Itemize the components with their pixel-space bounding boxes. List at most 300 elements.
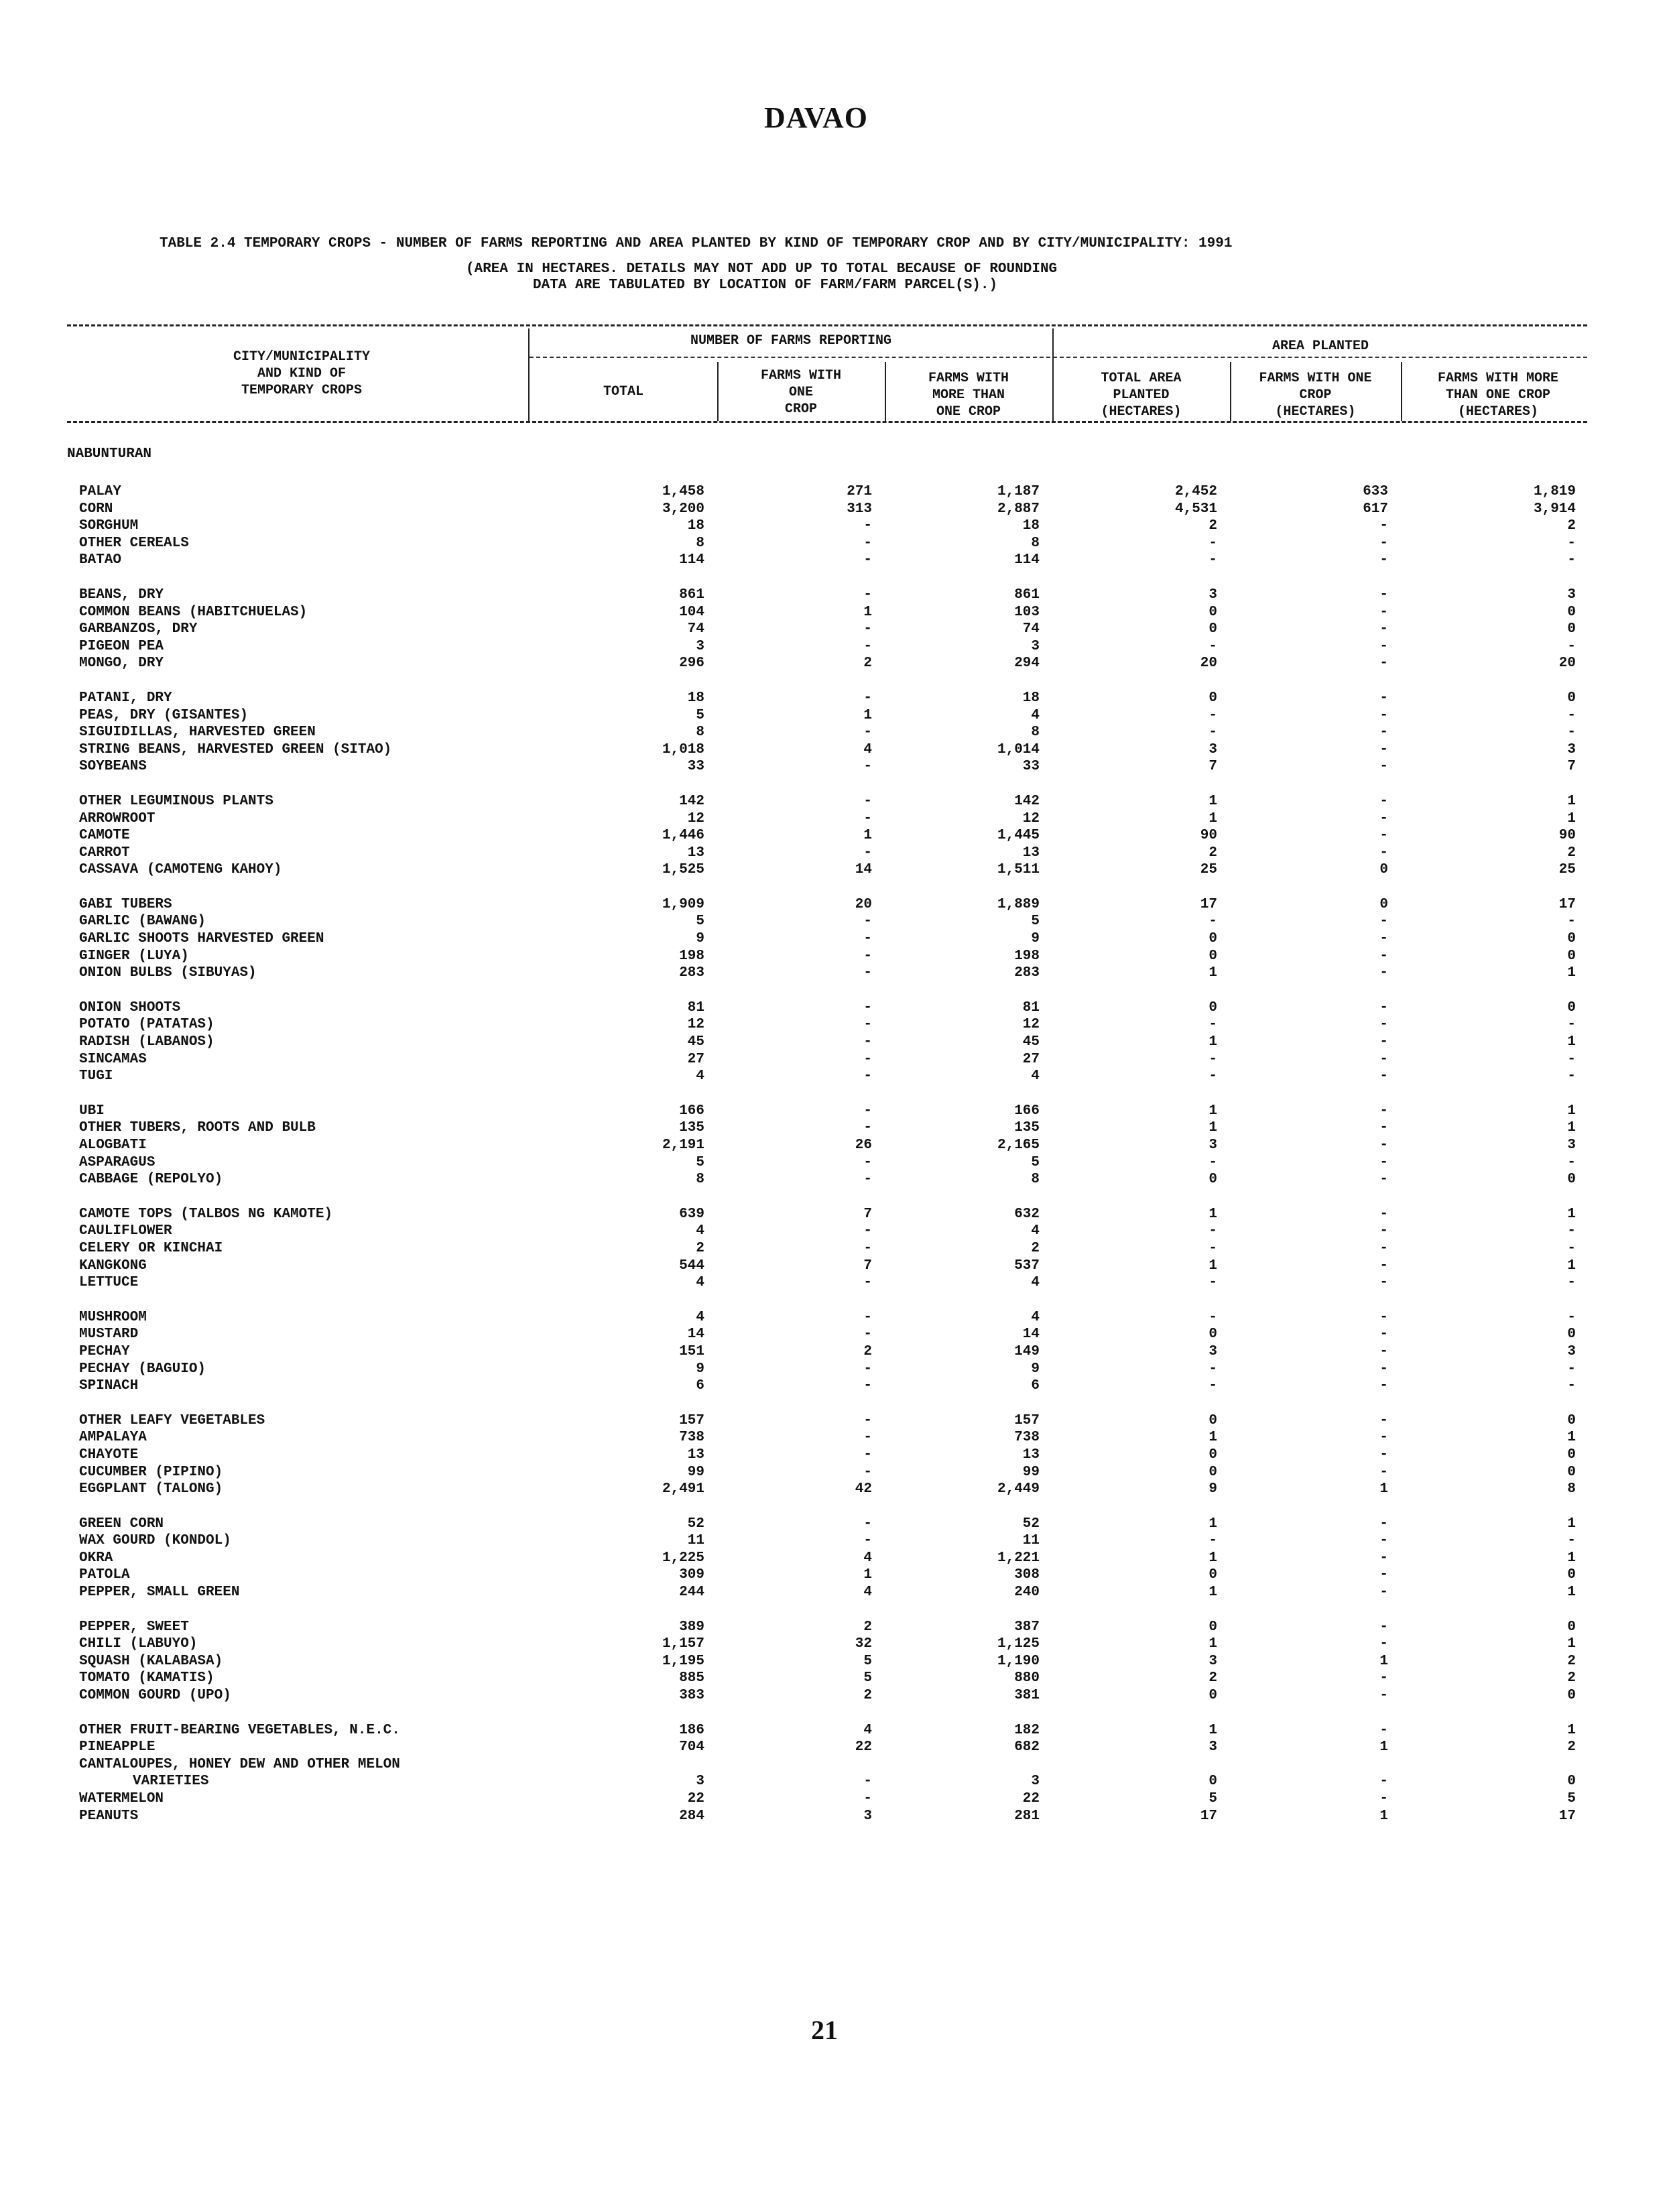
crop-name: PECHAY (BAGUIO) [79, 1361, 206, 1377]
area-one-crop-cell: 1 [1379, 1808, 1388, 1824]
farms-more-crop-cell: 8 [1031, 535, 1040, 551]
area-more-crop-cell: 0 [1567, 999, 1576, 1016]
table-row [0, 1000, 1673, 1018]
farms-one-crop-cell: - [863, 1533, 872, 1549]
total-area-cell: - [1209, 552, 1217, 568]
area-one-crop-cell: - [1379, 914, 1388, 930]
total-farms-cell: 3,200 [662, 501, 704, 517]
stub-header: CITY/MUNICIPALITY AND KIND OF TEMPORARY CROPS [233, 349, 371, 398]
farms-more-crop-cell: 27 [1022, 1051, 1040, 1067]
total-area-cell: 4,531 [1174, 501, 1217, 517]
crop-name: PATOLA [79, 1567, 130, 1583]
farms-one-crop-cell: - [863, 1378, 872, 1394]
crop-name: SPINACH [79, 1378, 139, 1394]
total-farms-cell: 3 [696, 638, 704, 654]
area-more-crop-cell: - [1567, 1240, 1576, 1256]
farms-one-crop-cell: - [863, 1068, 872, 1085]
crop-name: SORGHUM [79, 518, 139, 534]
area-one-crop-cell: - [1379, 1172, 1388, 1188]
farms-one-crop-cell: - [863, 810, 872, 826]
table-row [0, 1258, 1673, 1276]
total-area-cell: 2 [1209, 845, 1217, 861]
farms-one-crop-cell: - [863, 1464, 872, 1480]
total-area-cell: 1 [1209, 1034, 1217, 1050]
farms-more-crop-cell: 240 [1014, 1585, 1040, 1601]
area-more-crop-cell: 20 [1558, 656, 1576, 672]
area-more-crop-cell: 25 [1558, 862, 1576, 878]
total-area-cell: - [1209, 1378, 1217, 1394]
farms-more-crop-cell: 135 [1014, 1120, 1040, 1136]
farms-one-crop-cell: - [863, 535, 872, 551]
farms-one-crop-cell: - [863, 1412, 872, 1428]
area-one-crop-cell: - [1379, 707, 1388, 723]
total-area-cell: 0 [1209, 931, 1217, 947]
crop-name: CABBAGE (REPOLYO) [79, 1172, 223, 1188]
col-divider-2 [885, 362, 886, 421]
total-farms-cell: 12 [687, 1017, 704, 1033]
area-more-crop-cell: 0 [1567, 621, 1576, 637]
table-row [0, 1636, 1673, 1654]
area-one-crop-cell: - [1379, 1103, 1388, 1119]
area-one-crop-cell: - [1379, 810, 1388, 826]
table-row [0, 1585, 1673, 1602]
crop-name: POTATO (PATATAS) [79, 1017, 214, 1033]
farms-one-crop-cell: - [863, 1103, 872, 1119]
total-farms-cell: 186 [679, 1722, 704, 1738]
crop-name: CANTALOUPES, HONEY DEW AND OTHER MELON [79, 1756, 400, 1772]
farms-one-crop-cell: 4 [863, 741, 872, 757]
total-area-cell: 3 [1209, 1739, 1217, 1756]
total-farms-cell: 639 [679, 1206, 704, 1222]
farms-more-crop-cell: 13 [1022, 845, 1040, 861]
total-farms-cell: 1,458 [662, 484, 704, 499]
farms-one-crop-cell: 271 [847, 484, 872, 499]
table-row [0, 621, 1673, 639]
farms-one-crop-cell: 22 [855, 1739, 872, 1756]
area-one-crop-cell: - [1379, 587, 1388, 603]
farms-more-crop-cell: 308 [1014, 1567, 1040, 1583]
crop-name: CASSAVA (CAMOTENG KAHOY) [79, 862, 282, 878]
crop-name: ONION SHOOTS [79, 999, 181, 1016]
area-one-crop-cell: - [1379, 1516, 1388, 1532]
area-more-crop-cell: - [1567, 707, 1576, 723]
group-header-area: AREA PLANTED [1272, 339, 1369, 354]
farms-more-crop-cell: 8 [1031, 725, 1040, 741]
crop-name: COMMON BEANS (HABITCHUELAS) [79, 604, 308, 620]
crop-name: MUSTARD [79, 1327, 139, 1343]
crop-group [0, 484, 1673, 570]
farms-more-crop-cell: 13 [1022, 1447, 1040, 1463]
stub-divider [528, 328, 530, 421]
total-area-cell: 7 [1209, 759, 1217, 775]
total-area-cell: - [1209, 535, 1217, 551]
area-more-crop-cell: - [1567, 1378, 1576, 1394]
farms-more-crop-cell: 14 [1022, 1327, 1040, 1343]
total-farms-cell: 1,157 [662, 1636, 704, 1652]
total-farms-cell: 81 [687, 999, 704, 1016]
total-area-cell: 1 [1209, 1430, 1217, 1446]
crop-name: GABI TUBERS [79, 896, 172, 912]
area-more-crop-cell: 3 [1567, 1343, 1576, 1359]
farms-one-crop-cell: - [863, 1051, 872, 1067]
col-divider-1 [717, 362, 719, 421]
area-more-crop-cell: 3 [1567, 587, 1576, 603]
crop-name: OTHER CEREALS [79, 535, 189, 551]
table-row [0, 965, 1673, 983]
farms-more-crop-cell: 294 [1014, 656, 1040, 672]
area-one-crop-cell: - [1379, 1017, 1388, 1033]
farms-more-crop-cell: 1,511 [997, 862, 1040, 878]
area-more-crop-cell: 1 [1567, 965, 1576, 981]
total-area-cell: 3 [1209, 587, 1217, 603]
farms-more-crop-cell: 18 [1022, 518, 1040, 534]
crop-name: PINEAPPLE [79, 1739, 156, 1756]
table-row [0, 1378, 1673, 1396]
table-row [0, 518, 1673, 536]
farms-more-crop-cell: 283 [1014, 965, 1040, 981]
crop-group [0, 1413, 1673, 1499]
col-header-total-area: TOTAL AREA PLANTED (HECTARES) [1101, 371, 1182, 420]
crop-name: CAMOTE TOPS (TALBOS NG KAMOTE) [79, 1206, 333, 1222]
col-header-area-one-crop: FARMS WITH ONE CROP (HECTARES) [1259, 371, 1372, 420]
area-more-crop-cell: - [1567, 1154, 1576, 1170]
area-one-crop-cell: - [1379, 1275, 1388, 1291]
table-row [0, 759, 1673, 776]
farms-one-crop-cell: 7 [863, 1206, 872, 1222]
total-farms-cell: 33 [687, 759, 704, 775]
farms-more-crop-cell: 1,889 [997, 896, 1040, 912]
total-area-cell: 0 [1209, 1172, 1217, 1188]
farms-one-crop-cell: - [863, 1120, 872, 1136]
farms-one-crop-cell: 4 [863, 1722, 872, 1738]
area-one-crop-cell: - [1379, 1447, 1388, 1463]
crop-name: MUSHROOM [79, 1309, 147, 1325]
total-farms-cell: 389 [679, 1619, 704, 1635]
total-farms-cell: 4 [696, 1309, 704, 1325]
crop-name: STRING BEANS, HARVESTED GREEN (SITAO) [79, 741, 392, 757]
total-farms-cell: 114 [679, 552, 704, 568]
farms-more-crop-cell: 8 [1031, 1172, 1040, 1188]
area-one-crop-cell: - [1379, 759, 1388, 775]
farms-one-crop-cell: 4 [863, 1585, 872, 1601]
crop-name: PEPPER, SMALL GREEN [79, 1585, 240, 1601]
farms-more-crop-cell: 198 [1014, 948, 1040, 964]
crop-name: SQUASH (KALABASA) [79, 1653, 223, 1669]
group-divider [1052, 328, 1054, 421]
farms-more-crop-cell: 1,125 [997, 1636, 1040, 1652]
area-one-crop-cell: - [1379, 1120, 1388, 1136]
total-area-cell: 0 [1209, 1447, 1217, 1463]
table-row [0, 862, 1673, 879]
total-farms-cell: 18 [687, 518, 704, 534]
area-more-crop-cell: 0 [1567, 604, 1576, 620]
table-row [0, 639, 1673, 656]
crop-name: UBI [79, 1103, 105, 1119]
farms-more-crop-cell: 281 [1014, 1808, 1040, 1824]
total-area-cell: 0 [1209, 604, 1217, 620]
area-one-crop-cell: - [1379, 1138, 1388, 1153]
area-one-crop-cell: 1 [1379, 1653, 1388, 1669]
total-farms-cell: 9 [696, 931, 704, 947]
crop-name: SOYBEANS [79, 759, 147, 775]
table-row [0, 1155, 1673, 1172]
total-farms-cell: 244 [679, 1585, 704, 1601]
area-more-crop-cell: - [1567, 638, 1576, 654]
area-one-crop-cell: - [1379, 1670, 1388, 1686]
farms-more-crop-cell: 166 [1014, 1103, 1040, 1119]
total-farms-cell: 22 [687, 1791, 704, 1806]
table-top-rule [67, 324, 1587, 326]
crop-name: OTHER TUBERS, ROOTS AND BULB [79, 1120, 316, 1136]
area-one-crop-cell: - [1379, 1722, 1388, 1738]
total-area-cell: 2 [1209, 1670, 1217, 1686]
area-one-crop-cell: - [1379, 1430, 1388, 1446]
table-row [0, 1723, 1673, 1740]
table-row [0, 1757, 1673, 1774]
area-more-crop-cell: - [1567, 535, 1576, 551]
crop-name: AMPALAYA [79, 1430, 147, 1446]
area-more-crop-cell: 5 [1567, 1791, 1576, 1806]
farms-more-crop-cell: 1,187 [997, 484, 1040, 499]
area-more-crop-cell: 3 [1567, 741, 1576, 757]
farms-more-crop-cell: 22 [1022, 1791, 1040, 1806]
col-header-farms-one-crop: FARMS WITH ONE CROP [760, 368, 842, 417]
total-area-cell: - [1209, 1240, 1217, 1256]
farms-one-crop-cell: - [863, 1516, 872, 1532]
total-farms-cell: 157 [679, 1412, 704, 1428]
total-farms-cell: 8 [696, 535, 704, 551]
farms-one-crop-cell: - [863, 1240, 872, 1256]
area-one-crop-cell: 617 [1363, 501, 1388, 517]
total-area-cell: 0 [1209, 1327, 1217, 1343]
farms-more-crop-cell: 4 [1031, 1068, 1040, 1085]
total-area-cell: - [1209, 1017, 1217, 1033]
farms-more-crop-cell: 11 [1022, 1533, 1040, 1549]
farms-more-crop-cell: 1,190 [997, 1653, 1040, 1669]
total-farms-cell: 1,195 [662, 1653, 704, 1669]
farms-more-crop-cell: 1,445 [997, 828, 1040, 844]
farms-one-crop-cell: 313 [847, 501, 872, 517]
farms-one-crop-cell: - [863, 965, 872, 981]
farms-more-crop-cell: 12 [1022, 1017, 1040, 1033]
table-row [0, 1430, 1673, 1447]
area-one-crop-cell: - [1379, 1068, 1388, 1085]
total-area-cell: 2,452 [1174, 484, 1217, 499]
farms-one-crop-cell: - [863, 759, 872, 775]
area-more-crop-cell: 2 [1567, 1670, 1576, 1686]
area-one-crop-cell: 0 [1379, 862, 1388, 878]
total-farms-cell: 151 [679, 1343, 704, 1359]
group-header-farms: NUMBER OF FARMS REPORTING [690, 333, 892, 349]
total-area-cell: 3 [1209, 1138, 1217, 1153]
farms-one-crop-cell: - [863, 1223, 872, 1239]
area-more-crop-cell: 0 [1567, 948, 1576, 964]
area-more-crop-cell: 1 [1567, 1516, 1576, 1532]
area-more-crop-cell: - [1567, 552, 1576, 568]
table-row [0, 897, 1673, 914]
crop-name: CARROT [79, 845, 130, 861]
area-more-crop-cell: 1 [1567, 1550, 1576, 1566]
crop-group [0, 1516, 1673, 1602]
area-more-crop-cell: 2 [1567, 1739, 1576, 1756]
crop-group [0, 794, 1673, 879]
area-more-crop-cell: 2 [1567, 1653, 1576, 1669]
farms-one-crop-cell: - [863, 621, 872, 637]
area-one-crop-cell: - [1379, 1688, 1388, 1704]
total-farms-cell: 885 [679, 1670, 704, 1686]
crop-name: ONION BULBS (SIBUYAS) [79, 965, 257, 981]
area-one-crop-cell: - [1379, 828, 1388, 844]
farms-more-crop-cell: 2,449 [997, 1481, 1040, 1497]
total-area-cell: - [1209, 914, 1217, 930]
area-one-crop-cell: - [1379, 604, 1388, 620]
farms-one-crop-cell: 14 [855, 862, 872, 878]
area-more-crop-cell: 1 [1567, 1585, 1576, 1601]
area-more-crop-cell: 0 [1567, 1327, 1576, 1343]
table-row [0, 1172, 1673, 1189]
total-area-cell: 1 [1209, 965, 1217, 981]
total-farms-cell: 18 [687, 690, 704, 706]
area-one-crop-cell: - [1379, 1051, 1388, 1067]
table-row [0, 1241, 1673, 1258]
crop-name: OTHER FRUIT-BEARING VEGETABLES, N.E.C. [79, 1722, 400, 1738]
area-one-crop-cell: 1 [1379, 1481, 1388, 1497]
area-one-crop-cell: - [1379, 1585, 1388, 1601]
total-farms-cell: 1,446 [662, 828, 704, 844]
total-farms-cell: 1,018 [662, 741, 704, 757]
total-area-cell: - [1209, 638, 1217, 654]
farms-one-crop-cell: - [863, 1275, 872, 1291]
table-row [0, 1739, 1673, 1757]
crop-group [0, 1619, 1673, 1705]
col-header-area-more-crop: FARMS WITH MORE THAN ONE CROP (HECTARES) [1437, 371, 1559, 420]
table-row [0, 1275, 1673, 1292]
total-farms-cell: 198 [679, 948, 704, 964]
crop-name: PECHAY [79, 1343, 130, 1359]
total-farms-cell: 296 [679, 656, 704, 672]
crop-name: ARROWROOT [79, 810, 156, 826]
crop-name: OKRA [79, 1550, 113, 1566]
farms-one-crop-cell: - [863, 948, 872, 964]
col-divider-4 [1401, 362, 1402, 421]
crop-name: VARIETIES [133, 1774, 209, 1790]
area-one-crop-cell: - [1379, 1550, 1388, 1566]
farms-one-crop-cell: 5 [863, 1653, 872, 1669]
crop-name: KANGKONG [79, 1257, 147, 1274]
total-farms-cell: 4 [696, 1275, 704, 1291]
total-area-cell: 3 [1209, 1343, 1217, 1359]
table-row [0, 1034, 1673, 1052]
total-farms-cell: 544 [679, 1257, 704, 1274]
area-more-crop-cell: 0 [1567, 1619, 1576, 1635]
area-more-crop-cell: 1 [1567, 1636, 1576, 1652]
area-one-crop-cell: - [1379, 1636, 1388, 1652]
farms-one-crop-cell: 2 [863, 656, 872, 672]
total-farms-cell: 8 [696, 725, 704, 741]
crop-group [0, 1000, 1673, 1086]
total-farms-cell: 6 [696, 1378, 704, 1394]
area-one-crop-cell: 633 [1363, 484, 1388, 499]
area-more-crop-cell: 0 [1567, 1412, 1576, 1428]
farms-more-crop-cell: 3 [1031, 638, 1040, 654]
farms-more-crop-cell: 1,014 [997, 741, 1040, 757]
total-farms-cell: 11 [687, 1533, 704, 1549]
table-row [0, 914, 1673, 931]
table-row [0, 742, 1673, 759]
total-farms-cell: 1,525 [662, 862, 704, 878]
farms-one-crop-cell: - [863, 845, 872, 861]
total-area-cell: 1 [1209, 1120, 1217, 1136]
table-row [0, 605, 1673, 622]
total-farms-cell: 4 [696, 1068, 704, 1085]
farms-more-crop-cell: 3 [1031, 1774, 1040, 1790]
table-row [0, 1223, 1673, 1241]
total-farms-cell: 283 [679, 965, 704, 981]
farms-more-crop-cell: 4 [1031, 1223, 1040, 1239]
farms-one-crop-cell: - [863, 931, 872, 947]
total-area-cell: 17 [1200, 896, 1217, 912]
table-row [0, 1052, 1673, 1069]
crop-name: PEPPER, SWEET [79, 1619, 189, 1635]
farms-more-crop-cell: 1,221 [997, 1550, 1040, 1566]
total-farms-cell: 27 [687, 1051, 704, 1067]
table-row [0, 1344, 1673, 1361]
table-row [0, 1413, 1673, 1430]
farms-more-crop-cell: 861 [1014, 587, 1040, 603]
total-area-cell: 1 [1209, 1585, 1217, 1601]
farms-one-crop-cell: - [863, 638, 872, 654]
farms-one-crop-cell: 1 [863, 828, 872, 844]
farms-more-crop-cell: 4 [1031, 707, 1040, 723]
table-note-line2: DATA ARE TABULATED BY LOCATION OF FARM/FARM PARCEL(S).) [533, 278, 998, 293]
farms-one-crop-cell: - [863, 1172, 872, 1188]
table-row [0, 1567, 1673, 1585]
farms-more-crop-cell: 632 [1014, 1206, 1040, 1222]
total-area-cell: 3 [1209, 741, 1217, 757]
crop-name: CUCUMBER (PIPINO) [79, 1464, 223, 1480]
area-more-crop-cell: 1 [1567, 810, 1576, 826]
farms-one-crop-cell: - [863, 999, 872, 1016]
table-row [0, 794, 1673, 811]
group-divider-rule [530, 357, 1587, 358]
farms-more-crop-cell: 182 [1014, 1722, 1040, 1738]
crop-name: PALAY [79, 484, 122, 499]
farms-more-crop-cell: 74 [1022, 621, 1040, 637]
total-area-cell: - [1209, 1533, 1217, 1549]
area-more-crop-cell: 17 [1558, 1808, 1576, 1824]
crop-name: TOMATO (KAMATIS) [79, 1670, 214, 1686]
area-one-crop-cell: - [1379, 1309, 1388, 1325]
crop-name: PEANUTS [79, 1808, 139, 1824]
page-title: DAVAO [764, 101, 868, 134]
table-row [0, 656, 1673, 673]
crop-group [0, 1207, 1673, 1292]
area-one-crop-cell: - [1379, 1464, 1388, 1480]
crop-name: OTHER LEAFY VEGETABLES [79, 1412, 265, 1428]
table-row [0, 1310, 1673, 1327]
col-divider-3 [1230, 362, 1231, 421]
area-one-crop-cell: - [1379, 1791, 1388, 1806]
crop-name: BATAO [79, 552, 122, 568]
total-farms-cell: 1,909 [662, 896, 704, 912]
table-row [0, 501, 1673, 519]
crop-name: ALOGBATI [79, 1138, 147, 1153]
total-area-cell: 0 [1209, 690, 1217, 706]
farms-more-crop-cell: 381 [1014, 1688, 1040, 1704]
farms-one-crop-cell: 1 [863, 707, 872, 723]
total-farms-cell: 135 [679, 1120, 704, 1136]
total-area-cell: 5 [1209, 1791, 1217, 1806]
